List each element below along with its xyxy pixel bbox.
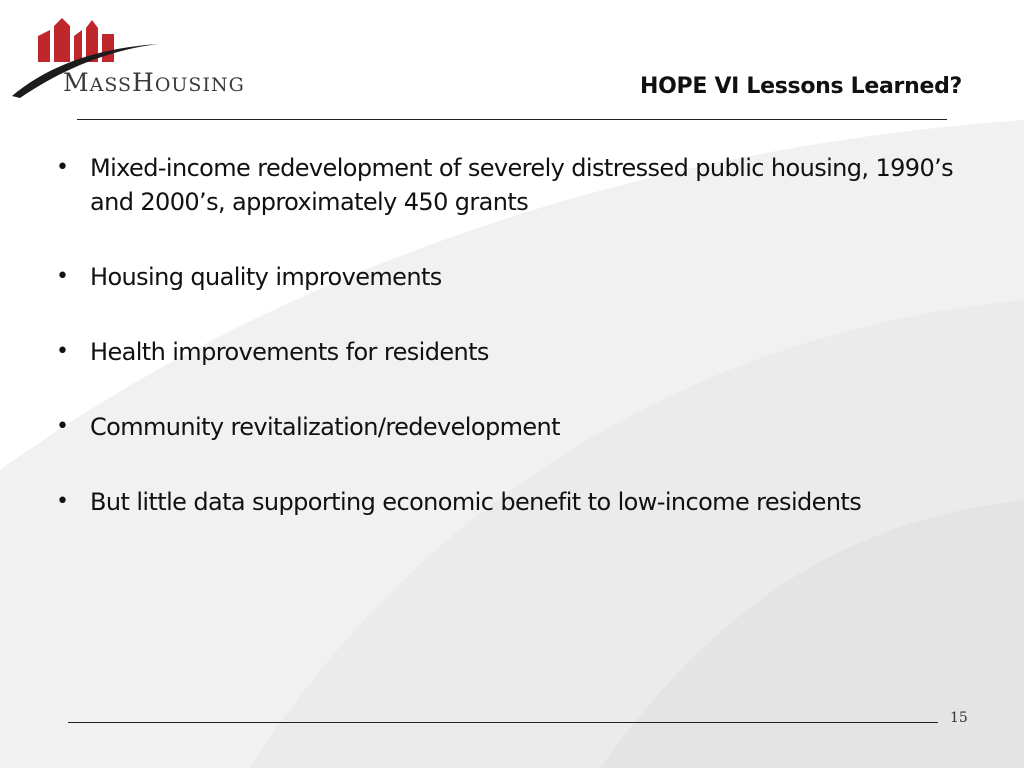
footer-divider (68, 722, 938, 723)
bullet-text: Health improvements for residents (90, 338, 489, 366)
logo-wordmark: MASSHOUSING (63, 68, 245, 97)
bullet-list (50, 151, 970, 560)
bullet-item (50, 485, 970, 519)
masshousing-logo (10, 14, 260, 104)
bullet-text: But little data supporting economic benefit to low-income residents (90, 488, 862, 516)
bullet-item (50, 410, 970, 444)
bullet-item (50, 335, 970, 369)
slide-title: HOPE VI Lessons Learned? (640, 74, 962, 99)
bullet-text: Housing quality improvements (90, 263, 442, 291)
bullet-item (50, 260, 970, 294)
bullet-text: Mixed-income redevelopment of severely distressed public housing, 1990’s and 2000’s, approximately 450 grants (90, 154, 954, 216)
bullet-dot-icon: • (56, 414, 69, 439)
title-divider (77, 119, 947, 120)
page-number: 15 (950, 710, 968, 726)
bullet-dot-icon: • (56, 339, 69, 364)
bullet-dot-icon: • (56, 264, 69, 289)
bullet-dot-icon: • (56, 489, 69, 514)
bullet-dot-icon: • (56, 155, 69, 180)
bullet-text: Community revitalization/redevelopment (90, 413, 560, 441)
bullet-item (50, 151, 970, 219)
